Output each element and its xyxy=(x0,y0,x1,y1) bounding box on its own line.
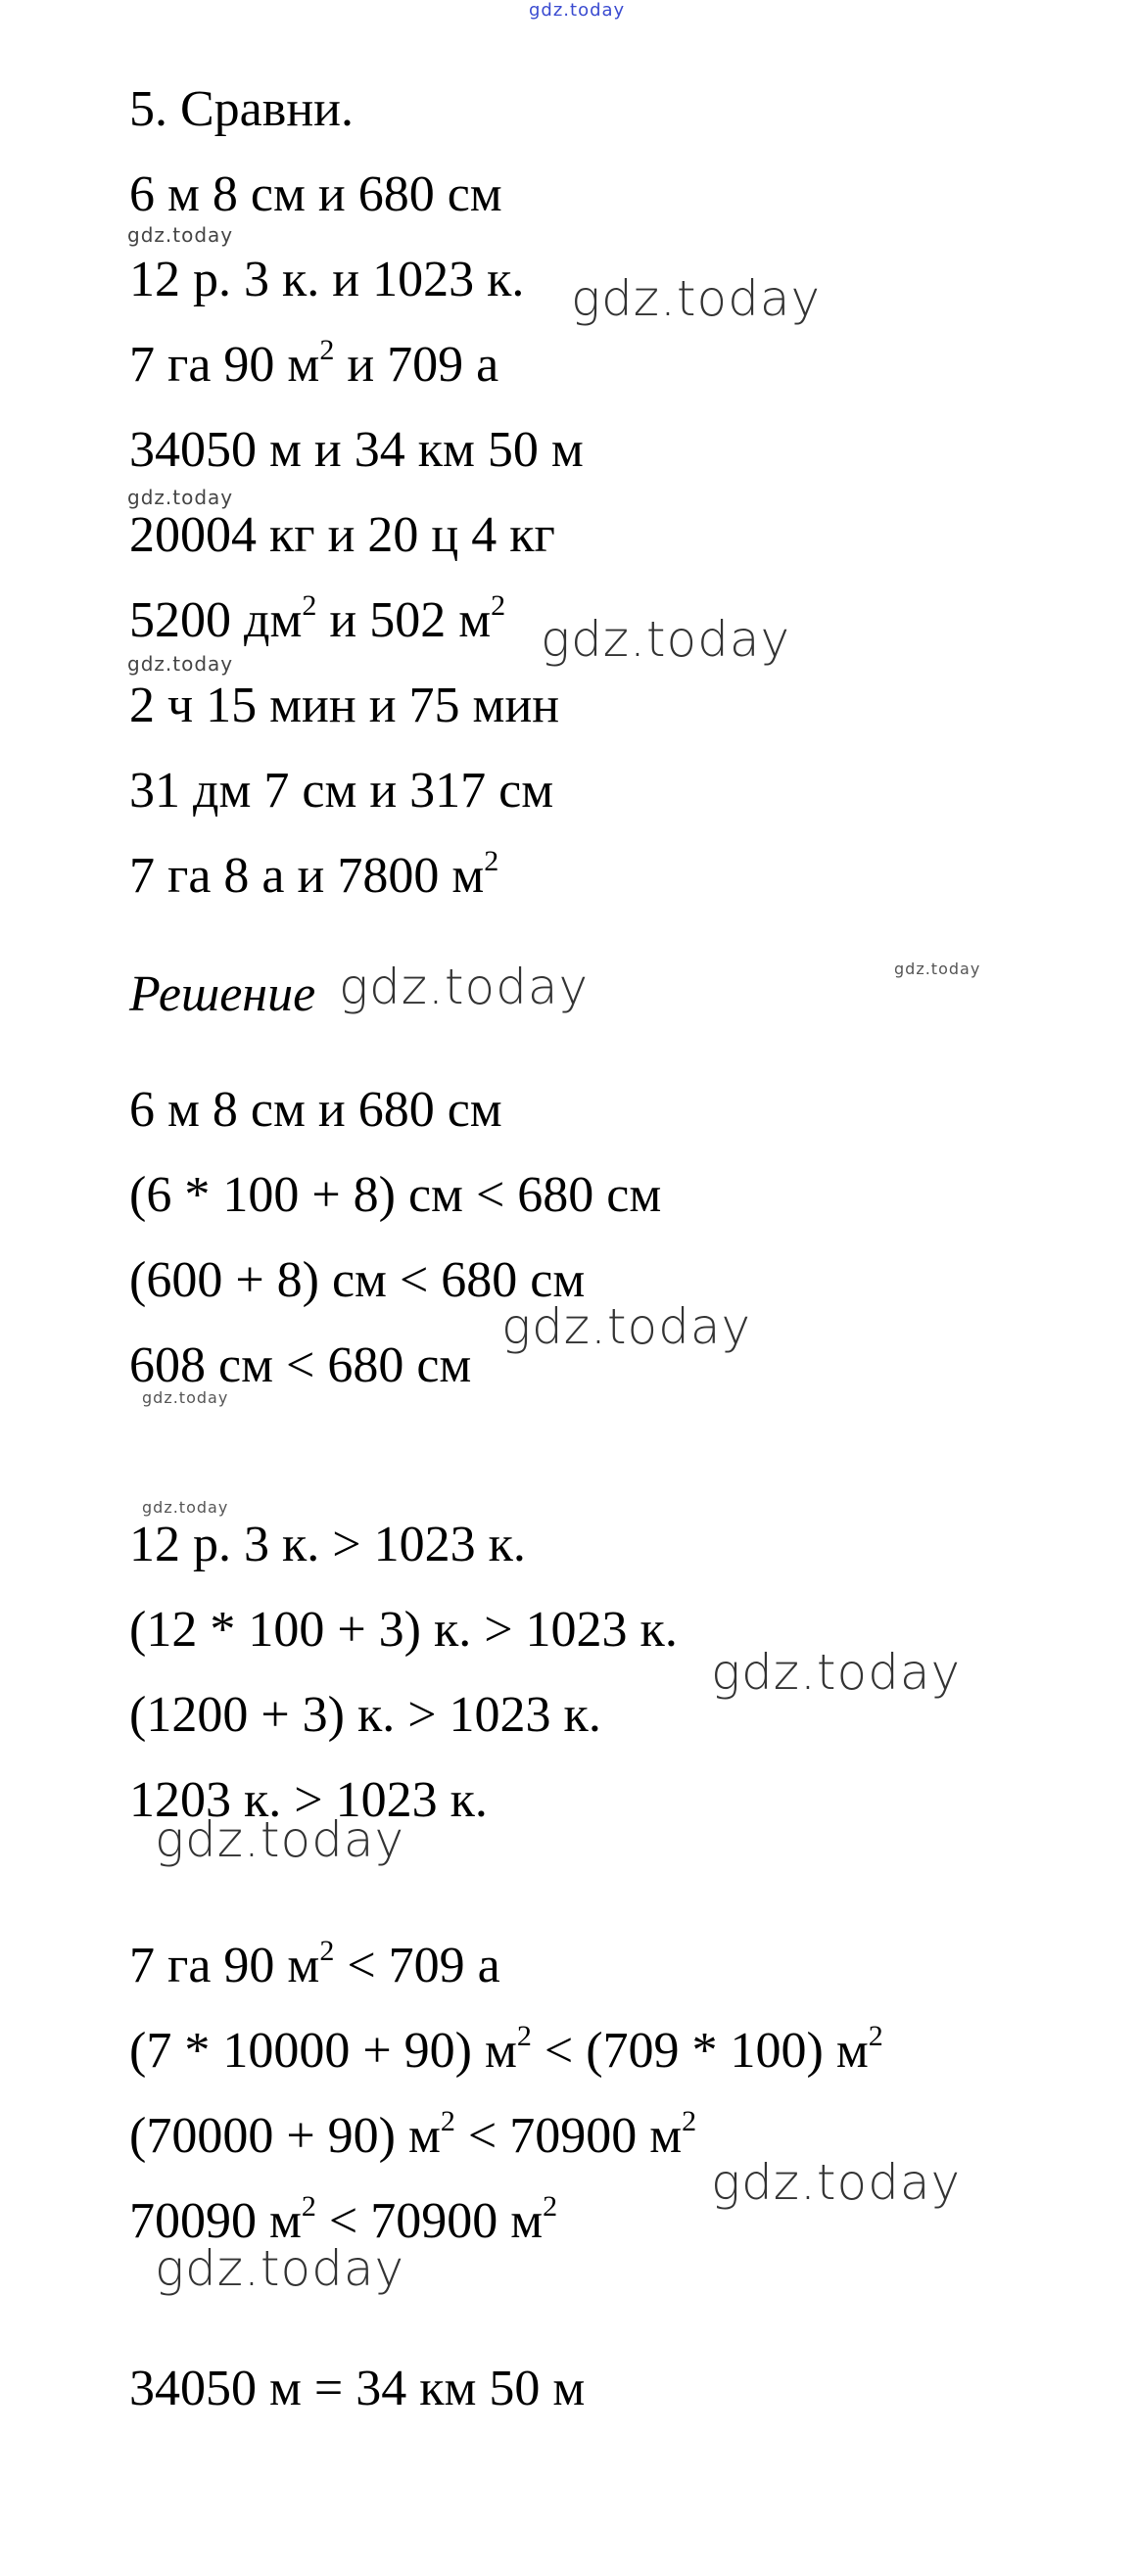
solution-line: (70000 + 90) $м^2 < 70900$ $м^2$ xyxy=(129,2104,697,2164)
watermark: gdz.today xyxy=(127,223,234,247)
watermark: gdz.today xyxy=(142,1388,229,1407)
task-line-4: 34050 м и 34 км 50 м xyxy=(129,422,584,478)
watermark: gdz.today xyxy=(571,270,822,327)
watermark: gdz.today xyxy=(127,652,234,676)
task-line-2: 12 р. 3 к. и 1023 к. xyxy=(129,252,525,307)
watermark: gdz.today xyxy=(711,2154,962,2211)
solution-line: (6 * 100 + 8) см < 680 см xyxy=(129,1167,662,1223)
solution-line: 608 см < 680 см xyxy=(129,1337,472,1393)
solution-line: 70090 $м^2 < 70900$ $м^2$ xyxy=(129,2189,558,2249)
solution-heading: Решение xyxy=(129,966,316,1022)
solution-line: (600 + 8) см < 680 см xyxy=(129,1252,586,1308)
task-line-3: 7 га 90 $м^2$ и 709 а xyxy=(129,333,499,393)
task-title: 5. Сравни. xyxy=(129,81,354,137)
watermark-top: gdz.today xyxy=(529,0,626,21)
watermark: gdz.today xyxy=(894,960,981,978)
solution-line: 7 га 90 $м^2 < 709$ а xyxy=(129,1934,500,1993)
watermark: gdz.today xyxy=(155,2240,405,2297)
task-line-5: 20004 кг и 20 ц 4 кг xyxy=(129,507,555,563)
task-line-7: 2 ч 15 мин и 75 мин xyxy=(129,678,560,733)
task-line-8: 31 дм 7 см и 317 см xyxy=(129,763,554,819)
task-line-9: 7 га 8 а и 7800 $м^2$ xyxy=(129,844,499,904)
watermark: gdz.today xyxy=(155,1811,405,1868)
watermark: gdz.today xyxy=(711,1644,962,1701)
solution-line: 34050 м = 34 км 50 м xyxy=(129,2361,586,2416)
task-line-6: 5200 $дм^2$ и 502 $м^2$ xyxy=(129,588,506,648)
task-line-1: 6 м 8 см и 680 см xyxy=(129,166,502,222)
watermark: gdz.today xyxy=(501,1298,752,1355)
solution-line: (7 * 10000 + 90) $м^2 < (709 * 100)$ $м^2$ xyxy=(129,2019,883,2079)
watermark: gdz.today xyxy=(142,1498,229,1517)
watermark: gdz.today xyxy=(541,611,791,668)
solution-line: 12 р. 3 к. > 1023 к. xyxy=(129,1517,526,1572)
solution-line: (12 * 100 + 3) к. > 1023 к. xyxy=(129,1602,678,1658)
watermark: gdz.today xyxy=(127,486,234,509)
solution-line: 1203 к. > 1023 к. xyxy=(129,1772,488,1828)
solution-line: (1200 + 3) к. > 1023 к. xyxy=(129,1687,601,1743)
solution-line: 6 м 8 см и 680 см xyxy=(129,1082,502,1138)
watermark: gdz.today xyxy=(339,959,590,1015)
